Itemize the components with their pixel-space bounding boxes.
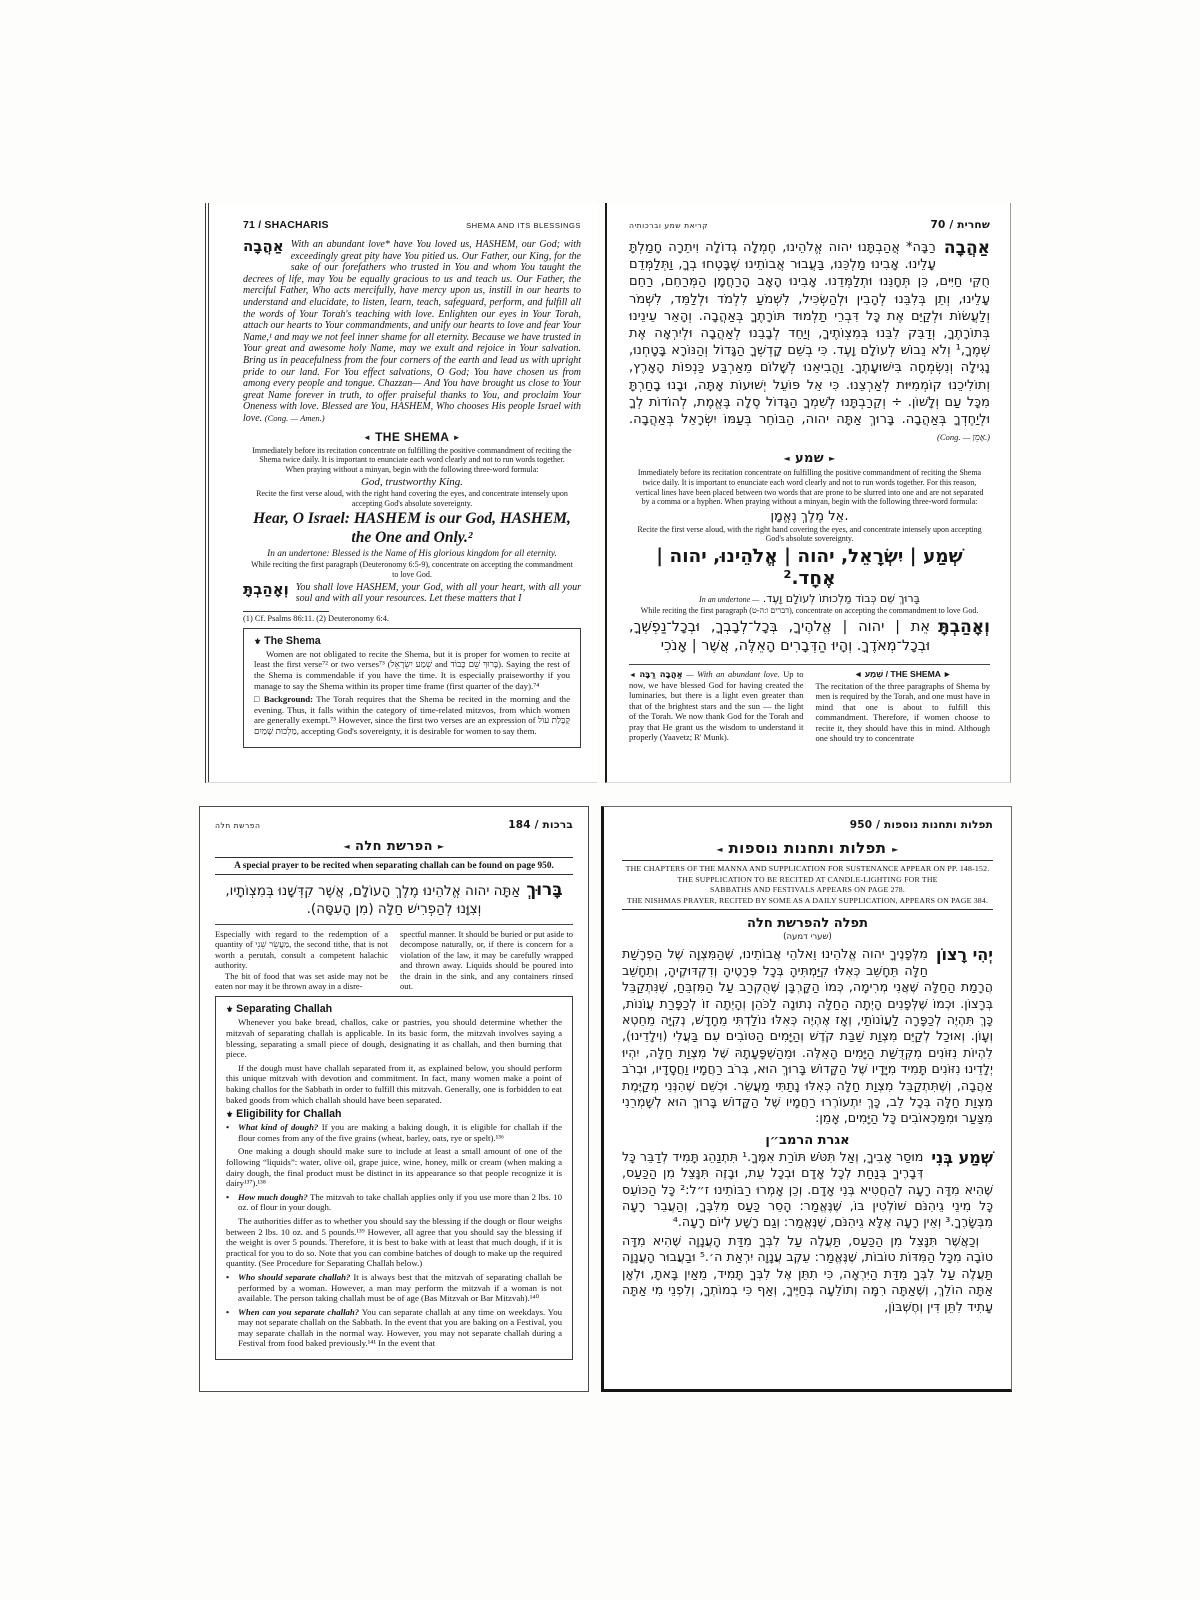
commentary-right-text: The recitation of the three paragraphs of Shema by men is required by the Torah, and one must have in mind that one is about to fulfill this commandment. Therefore, if women choose to recite it, they should have this in mind. Although one should try to concentrate (815, 681, 990, 744)
veahavta-hebrew-text: אֵת | יהוה | אֱלֹהֶיךָ, בְּכָל־לְבָבְךָ, וּבְכָל־נַפְשְׁךָ, וּבְכָל־מְאֹדֶךָ. וְהָיוּ הַדְּבָרִים הָאֵלֶּה, אֲשֶׁר | אָנֹכִי (629, 618, 931, 654)
page-184-hafrashas-challah (199, 806, 589, 1392)
right-triangle-icon: ► (452, 432, 461, 442)
commentary-paragraph: Women are not obligated to recite the Shema, but it is proper for women to recite at least the first verse⁷² or two verses⁷³ (שְׁמַע יִשְׂרָאֵל and בָּרוּךְ שֵׁם כָּבוֹד). Saying the rest of the Shema is commendable if you have the time. It is especially praiseworthy if you manage to say the Shema within its proper time frame (first quarter of the day).⁷⁴ (254, 648, 570, 691)
eligibility-subtitle-text: Eligibility for Challah (236, 1108, 342, 1121)
page-184-section-title: הפרשת חלה (215, 821, 261, 830)
undertone-tag: — In an undertone (699, 595, 760, 604)
bullet-question: Who should separate challah? (238, 1271, 351, 1282)
box-title (226, 1003, 562, 1015)
candle-lighting-notice: THE SUPPLICATION TO BE RECITED AT CANDLE-LIGHTING FOR THE SABBATHS AND FESTIVALS APPEARS ON PAGE 278. (677, 874, 938, 895)
left-triangle-icon: ◄ (783, 454, 790, 464)
left-triangle-icon: ◄ (716, 845, 723, 854)
left-triangle-icon: ◄ (363, 432, 372, 442)
bullet-kind-of-dough (226, 1122, 562, 1143)
bullet-answer: You can separate challah at any time on weekdays. You may not separate challah on the Sabbath. In the event that you are baking on a Festival, you may separate challah in the normal way. However, you may not separate challah during a Festival from food baked previously.¹⁴¹ In the event that (238, 1306, 562, 1349)
box-title-text: Separating Challah (236, 1003, 333, 1016)
bullet-question: How much dough? (238, 1191, 308, 1202)
recite-instruction: Recite the first verse aloud, with the right hand covering the eyes, and concentrate intensely upon accepting God's absolute sovereignty. (256, 489, 568, 508)
blessing-text: אַתָּה יהוה אֱלֹהֵינוּ מֶלֶךְ הָעוֹלָם, אֲשֶׁר קִדְּשָׁנוּ בְּמִצְוֹתָיו, וְצִוָּנוּ לְהַפְרִישׁ חַלָּה (מִן הָעִסָּה). (225, 883, 521, 917)
page-71-header (243, 219, 581, 231)
footnotes: (1) Cf. Psalms 86:11. (2) Deuteronomy 6:4. (243, 613, 390, 623)
commentary-box-title-text: The Shema (264, 634, 321, 647)
ahavah-lead-word: אַהֲבָה (243, 237, 284, 255)
shema-title-text: שמע (794, 451, 825, 467)
challah-prayer-source: (שערי דמעה) (783, 932, 832, 943)
bullet-answer: If you are making a baking dough, it is eligible for challah if the flour comes from any of the five grains (wheat, barley, oats, rye or spelt).¹³⁶ (238, 1122, 562, 1143)
congregation-response: (Cong. — אָמֵן.) (936, 432, 990, 443)
while-reciting-instruction: While reciting the first paragraph (דברים ו:ה-ט), concentrate on accepting the commandment to love God. (640, 606, 979, 615)
maaser-commentary (215, 924, 573, 991)
veahavta-hebrew (629, 618, 990, 656)
baruch-shem-text: בָּרוּךְ שֵׁם כְּבוֹד מַלְכוּתוֹ לְעוֹלָם וָעֶד. (762, 592, 920, 605)
right-triangle-icon: ► (892, 845, 899, 854)
bullet-question: When can you separate challah? (238, 1306, 360, 1317)
ahavah-lead-word: אַהֲבָה (943, 238, 990, 258)
veahavta-english (243, 579, 581, 605)
three-word-formula: God, trustworthy King. (360, 476, 464, 489)
box-intro-2: If the dough must have challah separated from it, as explained below, you should perform this unique mitzvah with devotion and commitment. In fact, many women make a point of baking challos for the Sabbath in order to fulfill this mitzvah. Generally, one is forbidden to eat baked goods from which challah should have been separated. (226, 1062, 562, 1105)
background-paragraph (254, 694, 570, 736)
special-prayer-notice (215, 857, 573, 875)
page-71-section-title: SHEMA AND ITS BLESSINGS (466, 221, 581, 230)
undertone-line (629, 592, 990, 605)
iggeres-haramban-title: אגרת הרמב״ן (765, 1132, 850, 1148)
while-reciting-instruction: While reciting the first paragraph (Deuteronomy 6:5-9), concentrate on accepting the commandment to love God. (251, 560, 573, 580)
ahavah-rabbah-hebrew (629, 239, 990, 446)
fleur-ornament-icon: ⚜ (226, 1110, 234, 1120)
page-70-section-title: קריאת שמע וברכותיה (629, 221, 709, 230)
maaser-left-p1: Especially with regard to the redemption of a quantity of מַעֲשֵׂר שֵׁנִי, the second tithe, that is not worth a perutah, consult a competent halachic authority. (215, 929, 388, 971)
bullet-who-should-separate (226, 1272, 562, 1304)
page-950-header (622, 819, 993, 831)
recite-instruction: Recite the first verse aloud, with the right hand covering the eyes, and concentrate intensely upon accepting God's absolute sovereignty. (637, 524, 982, 544)
right-triangle-icon: ► (829, 454, 836, 464)
maaser-left-p2: The bit of food that was set aside may not be eaten nor may it be thrown away in a disre- (215, 970, 388, 992)
challah-title-text: הפרשת חלה (355, 839, 433, 854)
challah-title (215, 839, 573, 854)
left-triangle-icon: ◄ (343, 842, 351, 851)
iggeres-paragraph-1 (622, 1149, 993, 1231)
iggeres-paragraph-2: וְכַאֲשֶׁר תִּנָּצֵל מִן הַכַּעַס, תַּעֲלֶה עַל לִבְּךָ מִדַּת הָעֲנָוָה שֶׁהִיא מִדָּה טוֹבָה מִכָּל הַמִּדּוֹת טוֹבוֹת, שֶׁנֶּאֱמַר: עֵקֶב עֲנָוָה יִרְאַת ה׳.⁵ וּבַעֲבוּר הָעֲנָוָה תַּעֲלֶה עַל לִבְּךָ מִדַּת הַיִּרְאָה, כִּי תִתֵּן אֶל לִבְּךָ תָּמִיד, מֵאַיִן בָּאתָ, וּלְאָן אַתָּה הוֹלֵךְ, וְשֶׁאַתָּה רִמָּה וְתוֹלֵעָה בְּחַיֶּיךָ, וְאַף כִּי בְמוֹתְךָ, וְלִפְנֵי מִי אַתָּה עָתִיד לִתֵּן דִּין וְחֶשְׁבּוֹן, (622, 1232, 994, 1314)
bullet-kind-continuation: One making a dough should make sure to include at least a small amount of one of the following “liquids”: water, olive oil, grape juice, wine, honey, milk or cream (when making a dairy dough, the final product must be distinct in its appearance so that people recognize it is dairy¹³⁷).¹³⁸ (226, 1146, 562, 1189)
cross-reference-notices (622, 860, 993, 910)
yehi-ratzon-lead: יְהִי רָצוֹן (935, 945, 993, 965)
shema-beni-lead: שְׁמַע בְּנִי (931, 1147, 993, 1167)
additional-prayers-title-text: תפלות ותחנות נוספות (728, 839, 887, 857)
eligibility-subtitle (226, 1108, 562, 1120)
footnote-rule (243, 611, 329, 612)
page-950-number: 950 / תפלות ותחנות נוספות (849, 819, 993, 831)
nishmas-notice: THE NISHMAS PRAYER, RECITED BY SOME AS A DAILY SUPPLICATION, APPEARS ON PAGE 384. (626, 895, 989, 905)
additional-prayers-title (622, 839, 993, 857)
shema-commentary-box (243, 628, 581, 748)
veahavta-english-text: You shall love HASHEM, your God, with all your heart, with all your soul and with all your resources. Let these matters that I (295, 581, 581, 605)
challah-prayer-text (622, 946, 993, 1126)
page-184-number: 184 / ברכות (508, 819, 573, 831)
veahavta-lead-word: וְאָהַבְתָּ (243, 579, 289, 598)
shema-instructions: Immediately before its recitation concentrate on fulfilling the positive commandment of reciting the Shema twice daily. It is important to enunciate each word clearly and not to run words together. For this reason, vertical lines have been placed between two words that are prone to be slurred into one and are not separated by a comma or a hyphen. When praying without a minyan, begin with the following three-word formula: (635, 468, 984, 507)
fleur-ornament-icon: ⚜ (226, 1005, 234, 1015)
bullet-how-much-dough (226, 1192, 562, 1213)
commentary-left-column (629, 669, 804, 744)
bullet-question: What kind of dough? (238, 1122, 319, 1133)
challah-prayer-title: תפלה להפרשת חלה (747, 916, 868, 932)
shema-instructions: Immediately before its recitation concentrate on fulfilling the positive commandment of reciting the Shema twice daily. It is important to enunciate each word clearly and not to run words together. When praying without a minyan, begin with the following three-word formula: (252, 445, 572, 474)
commentary-right-column (816, 669, 991, 744)
baruch-lead-word: בָּרוּךְ (526, 880, 563, 900)
veahavta-lead-word: וְאָהַבְתָּ (938, 616, 990, 637)
iggeres-text-1: מוּסַר אָבִיךָ, וְאַל תִּטֹּשׁ תּוֹרַת אִמֶּךָ.¹ תִּתְנַהֵג תָּמִיד לְדַבֵּר כָּל דְּבָרֶיךָ בְּנַחַת לְכָל אָדָם וּבְכָל עֵת, וּבָזֶה תִּנָּצֵל מִן הַכַּעַס, שֶׁהִיא מִדָּה רָעָה לְהַחֲטִיא בְּנֵי אָדָם. וְכֵן אָמְרוּ רַבּוֹתֵינוּ ז״ל:² כָּל הַכּוֹעֵס כָּל מִינֵי גֵיהִנֹּם שׁוֹלְטִין בּוֹ, שֶׁנֶּאֱמַר: הָסֵר כַּעַס מִלִּבֶּךָ, וְהַעֲבֵר רָעָה מִבְּשָׂרֶךָ.³ וְאֵין רָעָה אֶלָּא גֵיהִנֹּם, שֶׁנֶּאֱמַר: וְגַם רָשָׁע לְיוֹם רָעָה.⁴ (622, 1148, 993, 1230)
triangle-ornament-icon: ◄ (629, 670, 636, 679)
congregation-response: (Cong. — Amen.) (264, 412, 325, 423)
shema-section-title (243, 430, 581, 444)
background-label: □ Background: (254, 694, 314, 705)
shema-title-text: THE SHEMA (375, 429, 449, 444)
ahavah-english-text: With an abundant love* have You loved us, HASHEM, our God; with exceedingly great pity have You pitied us. Our Father, our King, for the sake of our forefathers who trusted in You and whom You taught the decrees of life, may You be equally gracious to us and teach us. Our Father, the merciful Father, Who acts mercifully, have mercy upon us, instill in our hearts to understand and elucidate, to listen, learn, teach, safeguard, perform, and fulfill all the words of Your Torah's teaching with love. Enlighten our eyes in Your Torah, attach our hearts to Your commandments, and unify our hearts to love and fear Your Name,¹ and may we not feel inner shame for all eternity. Because we have trusted in Your great and awesome holy Name, may we exult and rejoice in Your salvation. Bring us in peacefulness from the four corners of the earth and lead us with upright pride to our land. For You effect salvations, O God; You have chosen us from among every people and tongue. Chazzan— And You have brought us close to Your great Name forever in truth, to offer praiseful thanks to You, and proclaim Your Oneness with love. Blessed are You, HASHEM, Who chooses His people Israel with love. (243, 239, 581, 424)
commentary-box-title (254, 635, 570, 647)
shema-verse-english: Hear, O Israel: HASHEM is our God, HASHEM, the One and Only.² (253, 510, 571, 546)
ahavah-rabbah-english (243, 239, 581, 425)
three-word-formula: אֵל מֶלֶךְ נֶאֱמָן. (770, 508, 849, 524)
page-950-additional-prayers (601, 806, 1012, 1392)
separating-challah-box (215, 996, 573, 1360)
bottom-commentary (629, 664, 990, 744)
maaser-left-column (215, 929, 388, 991)
shema-verse-hebrew: שְׁמַע | יִשְׂרָאֵל, יהוה | אֱלֹהֵינוּ, יהוה | אֶחָד.² (656, 546, 963, 589)
challah-blessing (215, 881, 573, 918)
bullet-answer: It is always best that the mitzvah of separating challah be performed by a woman. However, a man may perform the mitzvah if a woman is not available. The person taking challah must be of age (Bas Mitzvah or Bar Mitzvah).¹⁴⁰ (238, 1271, 562, 1304)
commentary-italic-phrase: — With an abundant love. (686, 668, 780, 679)
bullet-how-much-continuation: The authorities differ as to whether you should say the blessing if the dough or flour weighs between 2 lbs. 10 oz. and 5 pounds.¹³⁹ However, all agree that you should say the blessing if the weight is over 5 pounds. Therefore, it is best to bake with at least that much dough, if it is practical for you to do so. Note that you can combine batches of dough to make up the required quantity. (See Procedure for Separating Challah below.) (226, 1215, 562, 1269)
commentary-hebrew-lead: אַהֲבָה רַבָּה (639, 669, 683, 680)
right-triangle-icon: ► (437, 842, 445, 851)
yehi-ratzon-text: מִלְּפָנֶיךָ יהוה אֱלֹהֵינוּ וֵאלֹהֵי אֲבוֹתֵינוּ, שֶׁהַמִּצְוָה שֶׁל הַפְרָשַׁת חַלָּה תֵּחָשֵׁב כְּאִלּוּ קִיַּמְתִּיהָ בְּכָל פְּרָטֶיהָ וְדִקְדּוּקֶיהָ, וְתֵחָשֵׁב הֲרָמַת הַחַלָּה שֶׁאֲנִי מְרִימָה, כְּמוֹ הַקָּרְבָּן שֶׁהֻקְרַב עַל הַמִּזְבֵּחַ, שֶׁנִּתְקַבֵּל בְּרָצוֹן. וּכְמוֹ שֶׁלְּפָנִים הָיְתָה הַחַלָּה נְתוּנָה לַכֹּהֵן וְהָיְתָה זוֹ לְכַפָּרַת עֲוֹנוֹת, כָּךְ תִּהְיֶה לְכַפָּרָה לַעֲוֹנוֹתַי, וְאָז אֶהְיֶה כְּאִלּוּ נוֹלַדְתִּי מֵחָדָשׁ, נְקִיָּה מֵחֵטְא וְעָוֹן. וְאוּכַל לְקַיֵּם מִצְוַת שַׁבַּת קֹדֶשׁ וְהַיָּמִים הַטּוֹבִים עִם בַּעֲלִי (וִילָדֵינוּ), לִהְיוֹת נִזּוֹנִים מִקְּדֻשַּׁת הַיָּמִים הָאֵלֶּה. וּמֵהַשְׁפָּעָתָהּ שֶׁל מִצְוַת חַלָּה, יִהְיוּ יְלָדֵינוּ נִזּוֹנִים תָּמִיד מִיָּדָיו שֶׁל הַקָּדוֹשׁ בָּרוּךְ הוּא, בְּרֹב רַחֲמָיו וַחֲסָדָיו, וּבְרֹב אַהֲבָה, וְשֶׁתִּתְקַבֵּל מִצְוַת חַלָּה כְּאִלּוּ נָתַתִּי מַעֲשֵׂר. וּכְשֵׁם שֶׁהִנְּנִי מְקַיֶּמֶת מִצְוַת חַלָּה בְּכָל לֵב, כָּךְ יִתְעוֹרְרוּ רַחֲמָיו שֶׁל הַקָּדוֹשׁ בָּרוּךְ הוּא לְשָׁמְרֵנִי מִצַּעַר וּמִמַּכְאוֹבִים כָּל הַיָּמִים, אָמֵן: (622, 946, 993, 1126)
page-71-shacharis (205, 203, 597, 783)
bullet-when-separate (226, 1307, 562, 1349)
fleur-ornament-icon: ⚜ (254, 636, 262, 646)
page-70-header (629, 219, 990, 231)
page-71-number: 71 / SHACHARIS (243, 219, 329, 231)
box-intro-1: Whenever you bake bread, challos, cake or pastries, you should determine whether the mitzvah of separating challah is applicable. In its basic form, the mitzvah involves saying a blessing, separating a small piece of dough, designating it as challah, and then burning that piece. (226, 1017, 562, 1060)
page-70-number: 70 / שחרית (930, 219, 990, 231)
ahavah-hebrew-text: רַבָּה* אֲהַבְתָּנוּ יהוה אֱלֹהֵינוּ, חֶמְלָה גְדוֹלָה וִיתֵרָה חָמַלְתָּ עָלֵינוּ. אָבִינוּ מַלְכֵּנוּ, בַּעֲבוּר אֲבוֹתֵינוּ שֶׁבָּטְחוּ בְךָ, וַתְּלַמְּדֵם חֻקֵּי חַיִּים, כֵּן תְּחָנֵּנוּ וּתְלַמְּדֵנוּ. אָבִינוּ הָאָב הָרַחֲמָן הַמְּרַחֵם, רַחֵם עָלֵינוּ, וְתֵן בְּלִבֵּנוּ לְהָבִין וּלְהַשְׂכִּיל, לִשְׁמֹעַ לִלְמֹד וּלְלַמֵּד, לִשְׁמֹר וְלַעֲשׂוֹת וּלְקַיֵּם אֶת כָּל דִּבְרֵי תַלְמוּד תּוֹרָתֶךָ בְּאַהֲבָה. וְהָאֵר עֵינֵינוּ בְּתוֹרָתֶךָ, וְדַבֵּק לִבֵּנוּ בְּמִצְוֹתֶיךָ, וְיַחֵד לְבָבֵנוּ לְאַהֲבָה וּלְיִרְאָה אֶת שְׁמֶךָ,¹ וְלֹא נֵבוֹשׁ לְעוֹלָם וָעֶד. כִּי בְשֵׁם קָדְשְׁךָ הַגָּדוֹל וְהַנּוֹרָא בָּטָחְנוּ, נָגִילָה וְנִשְׂמְחָה בִּישׁוּעָתֶךָ. וַהֲבִיאֵנוּ לְשָׁלוֹם מֵאַרְבַּע כַּנְפוֹת הָאָרֶץ, וְתוֹלִיכֵנוּ קוֹמְמִיּוּת לְאַרְצֵנוּ. כִּי אֵל פּוֹעֵל יְשׁוּעוֹת אָתָּה, וּבָנוּ בָחַרְתָּ מִכָּל עַם וְלָשׁוֹן. ÷ וְקֵרַבְתָּנוּ לְשִׁמְךָ הַגָּדוֹל סֶלָה בֶּאֱמֶת, לְהוֹדוֹת לְךָ וּלְיַחֶדְךָ בְּאַהֲבָה. בָּרוּךְ אַתָּה יהוה, הַבּוֹחֵר בְּעַמּוֹ יִשְׂרָאֵל בְּאַהֲבָה. (629, 240, 990, 428)
commentary-left-text: Up to now, we have blessed God for having created the luminaries, but there is a light even greater than that of the brightest stars and the sun — the light of the Torah. We now thank God for the Torah and pray that He grant us the wisdom to understand it properly (Yaavetz; R' Munk). (629, 668, 804, 743)
page-70-shacharis-hebrew (605, 203, 1011, 783)
undertone-line: In an undertone: Blessed is the Name of His glorious kingdom for all eternity. (267, 549, 557, 560)
manna-notice: THE CHAPTERS OF THE MANNA AND SUPPLICATION FOR SUSTENANCE APPEAR ON PP. 148-152. (625, 864, 990, 873)
shema-section-title (629, 451, 990, 466)
background-text: The Torah requires that the Shema be recited in the morning and the evening. Thus, it falls within the category of time-related mitzvos, from which women are generally exempt.⁷⁵ However, since the first two verses are an expression of קַבָּלַת עוֹל מַלְכוּת שָׁמַיִם, accepting God's sovereignty, it is desirable for women to say them. (254, 694, 570, 736)
maaser-right-column: spectful manner. It should be buried or put aside to decompose naturally, or, if there is concern for a violation of the law, it may be carefully wrapped and thrown away. Liquids should be poured into the drain in the sink, and any containers rinsed out. (400, 929, 573, 992)
page-184-header (215, 819, 573, 831)
commentary-right-title: ◄ שְׁמַע / THE SHEMA ► (853, 668, 952, 679)
bullet-answer: The mitzvah to take challah applies only if you use more than 2 lbs. 10 oz. of flour in your dough. (238, 1191, 562, 1213)
notice-text: A special prayer to be recited when separating challah can be found on page 950. (234, 861, 554, 871)
